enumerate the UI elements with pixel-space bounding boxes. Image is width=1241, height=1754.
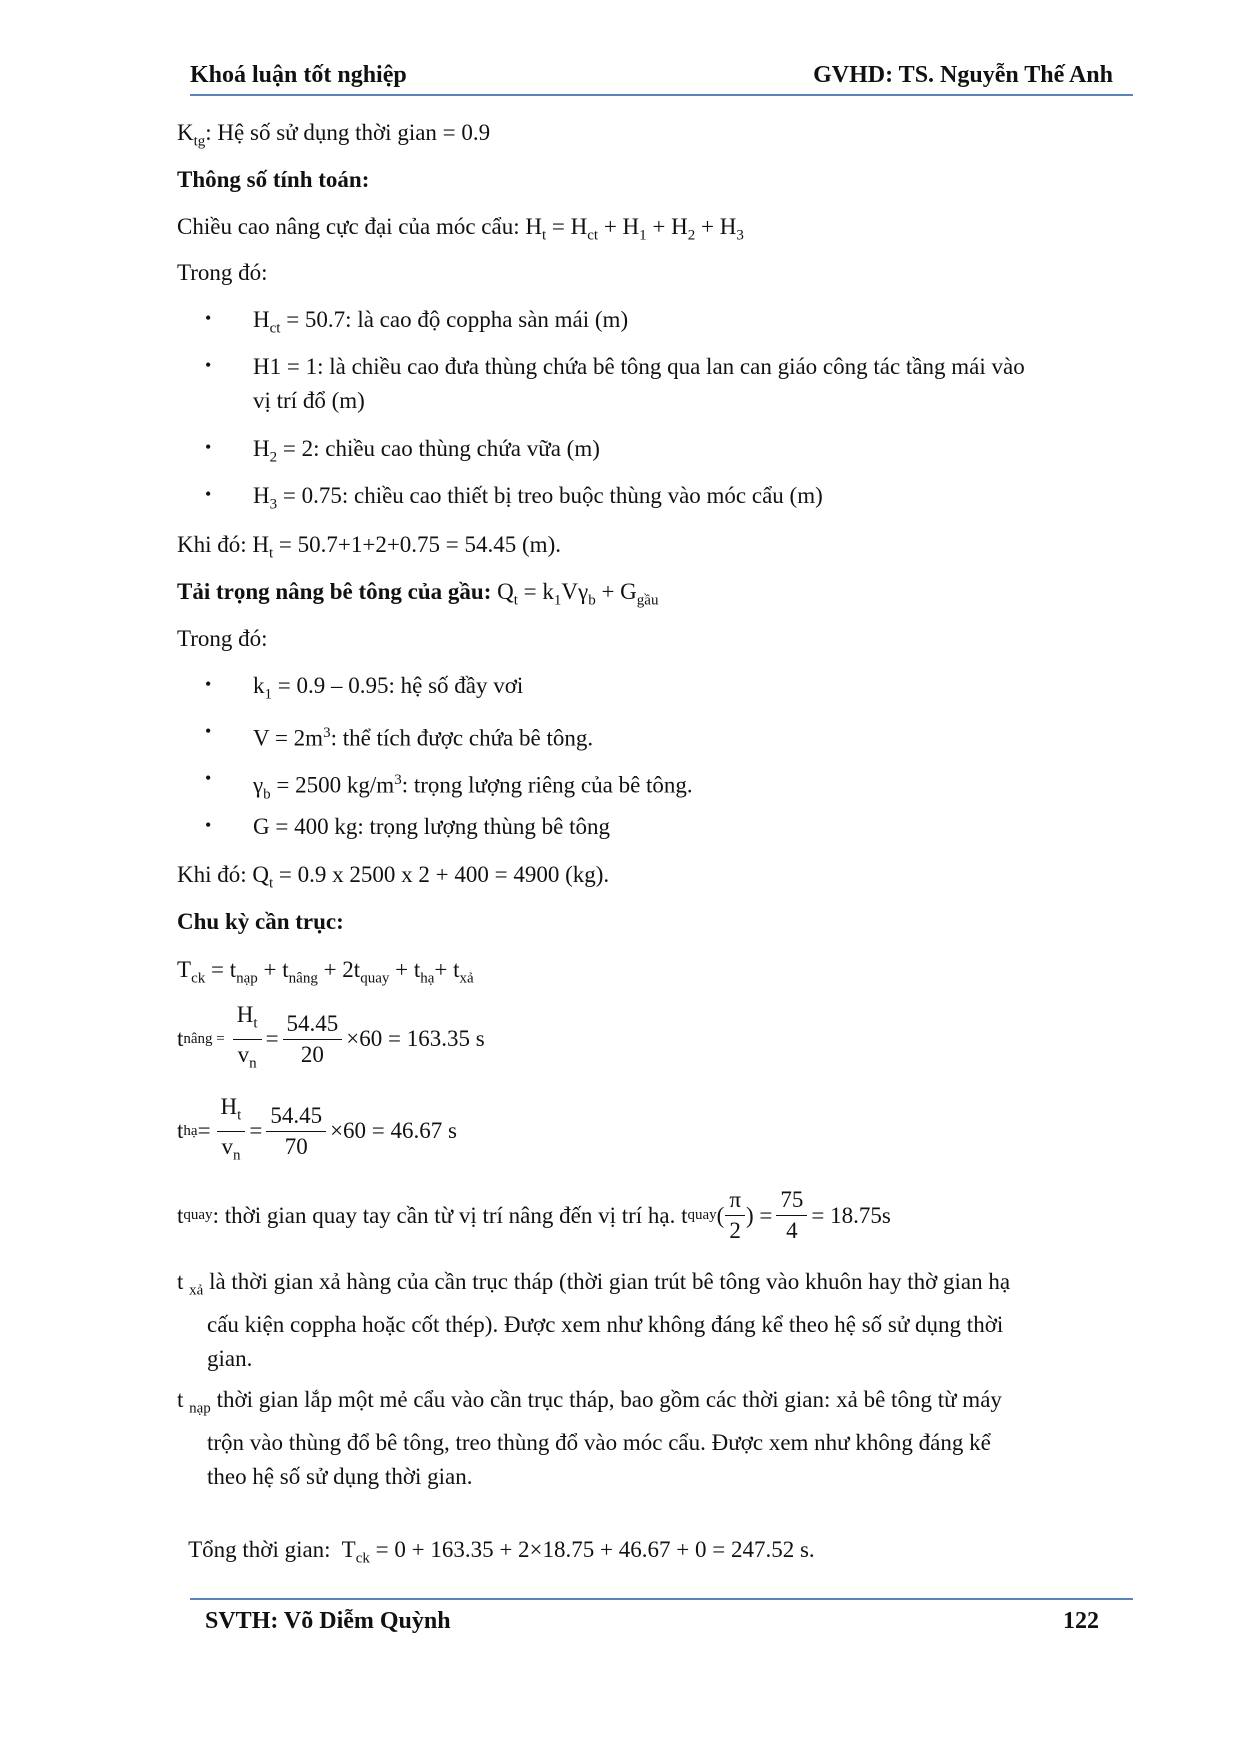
- qt-result: Khi đó: $Q_t = 0.9$ x 2500 x 2 + 400 = 4900 (kg).: [177, 862, 610, 892]
- list-item: • $k_1 = 0.9 - 0.95$: hệ số đầy vơi: [205, 669, 523, 712]
- t-nang-equation: t nâng = $\frac{H_t}{v_n}$ = $\frac{54.45}{20}$ ×60 = 163.35 s: [177, 1002, 485, 1072]
- t-quay-line: t quay : thời gian quay tay cần từ vị trí nâng đến vị trí hạ. t quay ( $\frac{\pi}{2}$ ) = $\frac{75}{4}$ = 18.75s: [177, 1187, 891, 1243]
- cycle-heading: Chu kỳ cần trục:: [177, 909, 344, 934]
- total-time-line: Tổng thời gian: $T_{ck} = 0 + 163.35 + 2\times 18.75 + 46.67 + 0 = 247.52$ s.: [188, 1537, 815, 1567]
- header-rule: [190, 94, 1133, 96]
- header-title: Khoá luận tốt nghiệp: [190, 62, 407, 88]
- ht-result: Khi đó: $H_t = 50.7+1+2+0.75 = 54.45$ (m).: [177, 532, 561, 562]
- list-item: • $H_2 = 2$: chiều cao thùng chứa vữa (m): [205, 432, 600, 475]
- header-advisor: GVHD: TS. Nguyễn Thế Anh: [813, 62, 1113, 88]
- t-nap-paragraph: t $_{nạp}$ thời gian lắp một mẻ cẩu vào cần trục tháp, bao gồm các thời gian: xả bê tông từ máy trộn vào thùng đổ bê tông, treo thùng đổ vào móc cẩu. Được xem như không đáng kể theo hệ số sử dụng thời gian.: [177, 1387, 1002, 1489]
- list-item: • G = 400 kg: trọng lượng thùng bê tông: [205, 810, 610, 844]
- list-item: • $H_3 = 0.75$: chiều cao thiết bị treo buộc thùng vào móc cẩu (m): [205, 479, 823, 522]
- list-item: • $\gamma_b = 2500$ $kg/m^3$: trọng lượng riêng của bê tông.: [205, 763, 693, 811]
- t-ha-equation: t hạ = $\frac{H_t}{v_n}$ = $\frac{54.45}{70}$ ×60 = 46.67 s: [177, 1094, 457, 1164]
- hook-height-line: Chiều cao nâng cực đại của móc cẩu: $H_t = H_{ct} + H_1 + H_2 + H_3$: [177, 214, 744, 244]
- section-params-heading: Thông số tính toán:: [177, 167, 370, 192]
- where-label-1: Trong đó:: [177, 260, 268, 285]
- list-item: • $V = 2m^3$: thể tích được chứa bê tông.: [205, 716, 593, 756]
- list-item: • H1 = 1: là chiều cao đưa thùng chứa bê tông qua lan can giáo công tác tầng mái vào vị trí đổ (m): [205, 350, 1025, 418]
- where-label-2: Trong đó:: [177, 626, 268, 651]
- tck-formula: $T_{ck} = t_{nạp} + t_{nâng} + 2t_{quay} + t_{hạ}+ t_{xả}$: [177, 957, 474, 987]
- load-heading: Tải trọng nâng bê tông của gầu: $Q_t = k_1V\gamma_b + G_{gầu}$: [177, 579, 659, 609]
- ktg-line: $K_{tg}$: Hệ số sử dụng thời gian = 0.9: [177, 120, 491, 150]
- footer-student: SVTH: Võ Diễm Quỳnh: [205, 1608, 451, 1634]
- t-xa-paragraph: t $_{xả}$ là thời gian xả hàng của cần trục tháp (thời gian trút bê tông vào khuôn hay thờ gian hạ cấu kiện coppha hoặc cốt thép). Được xem như không đáng kể theo hệ số sử dụng thời gian.: [177, 1269, 1011, 1371]
- footer-rule: [190, 1598, 1133, 1600]
- page-number: 122: [1063, 1608, 1099, 1634]
- list-item: • $H_{ct} = 50.7$: là cao độ coppha sàn mái (m): [205, 303, 628, 346]
